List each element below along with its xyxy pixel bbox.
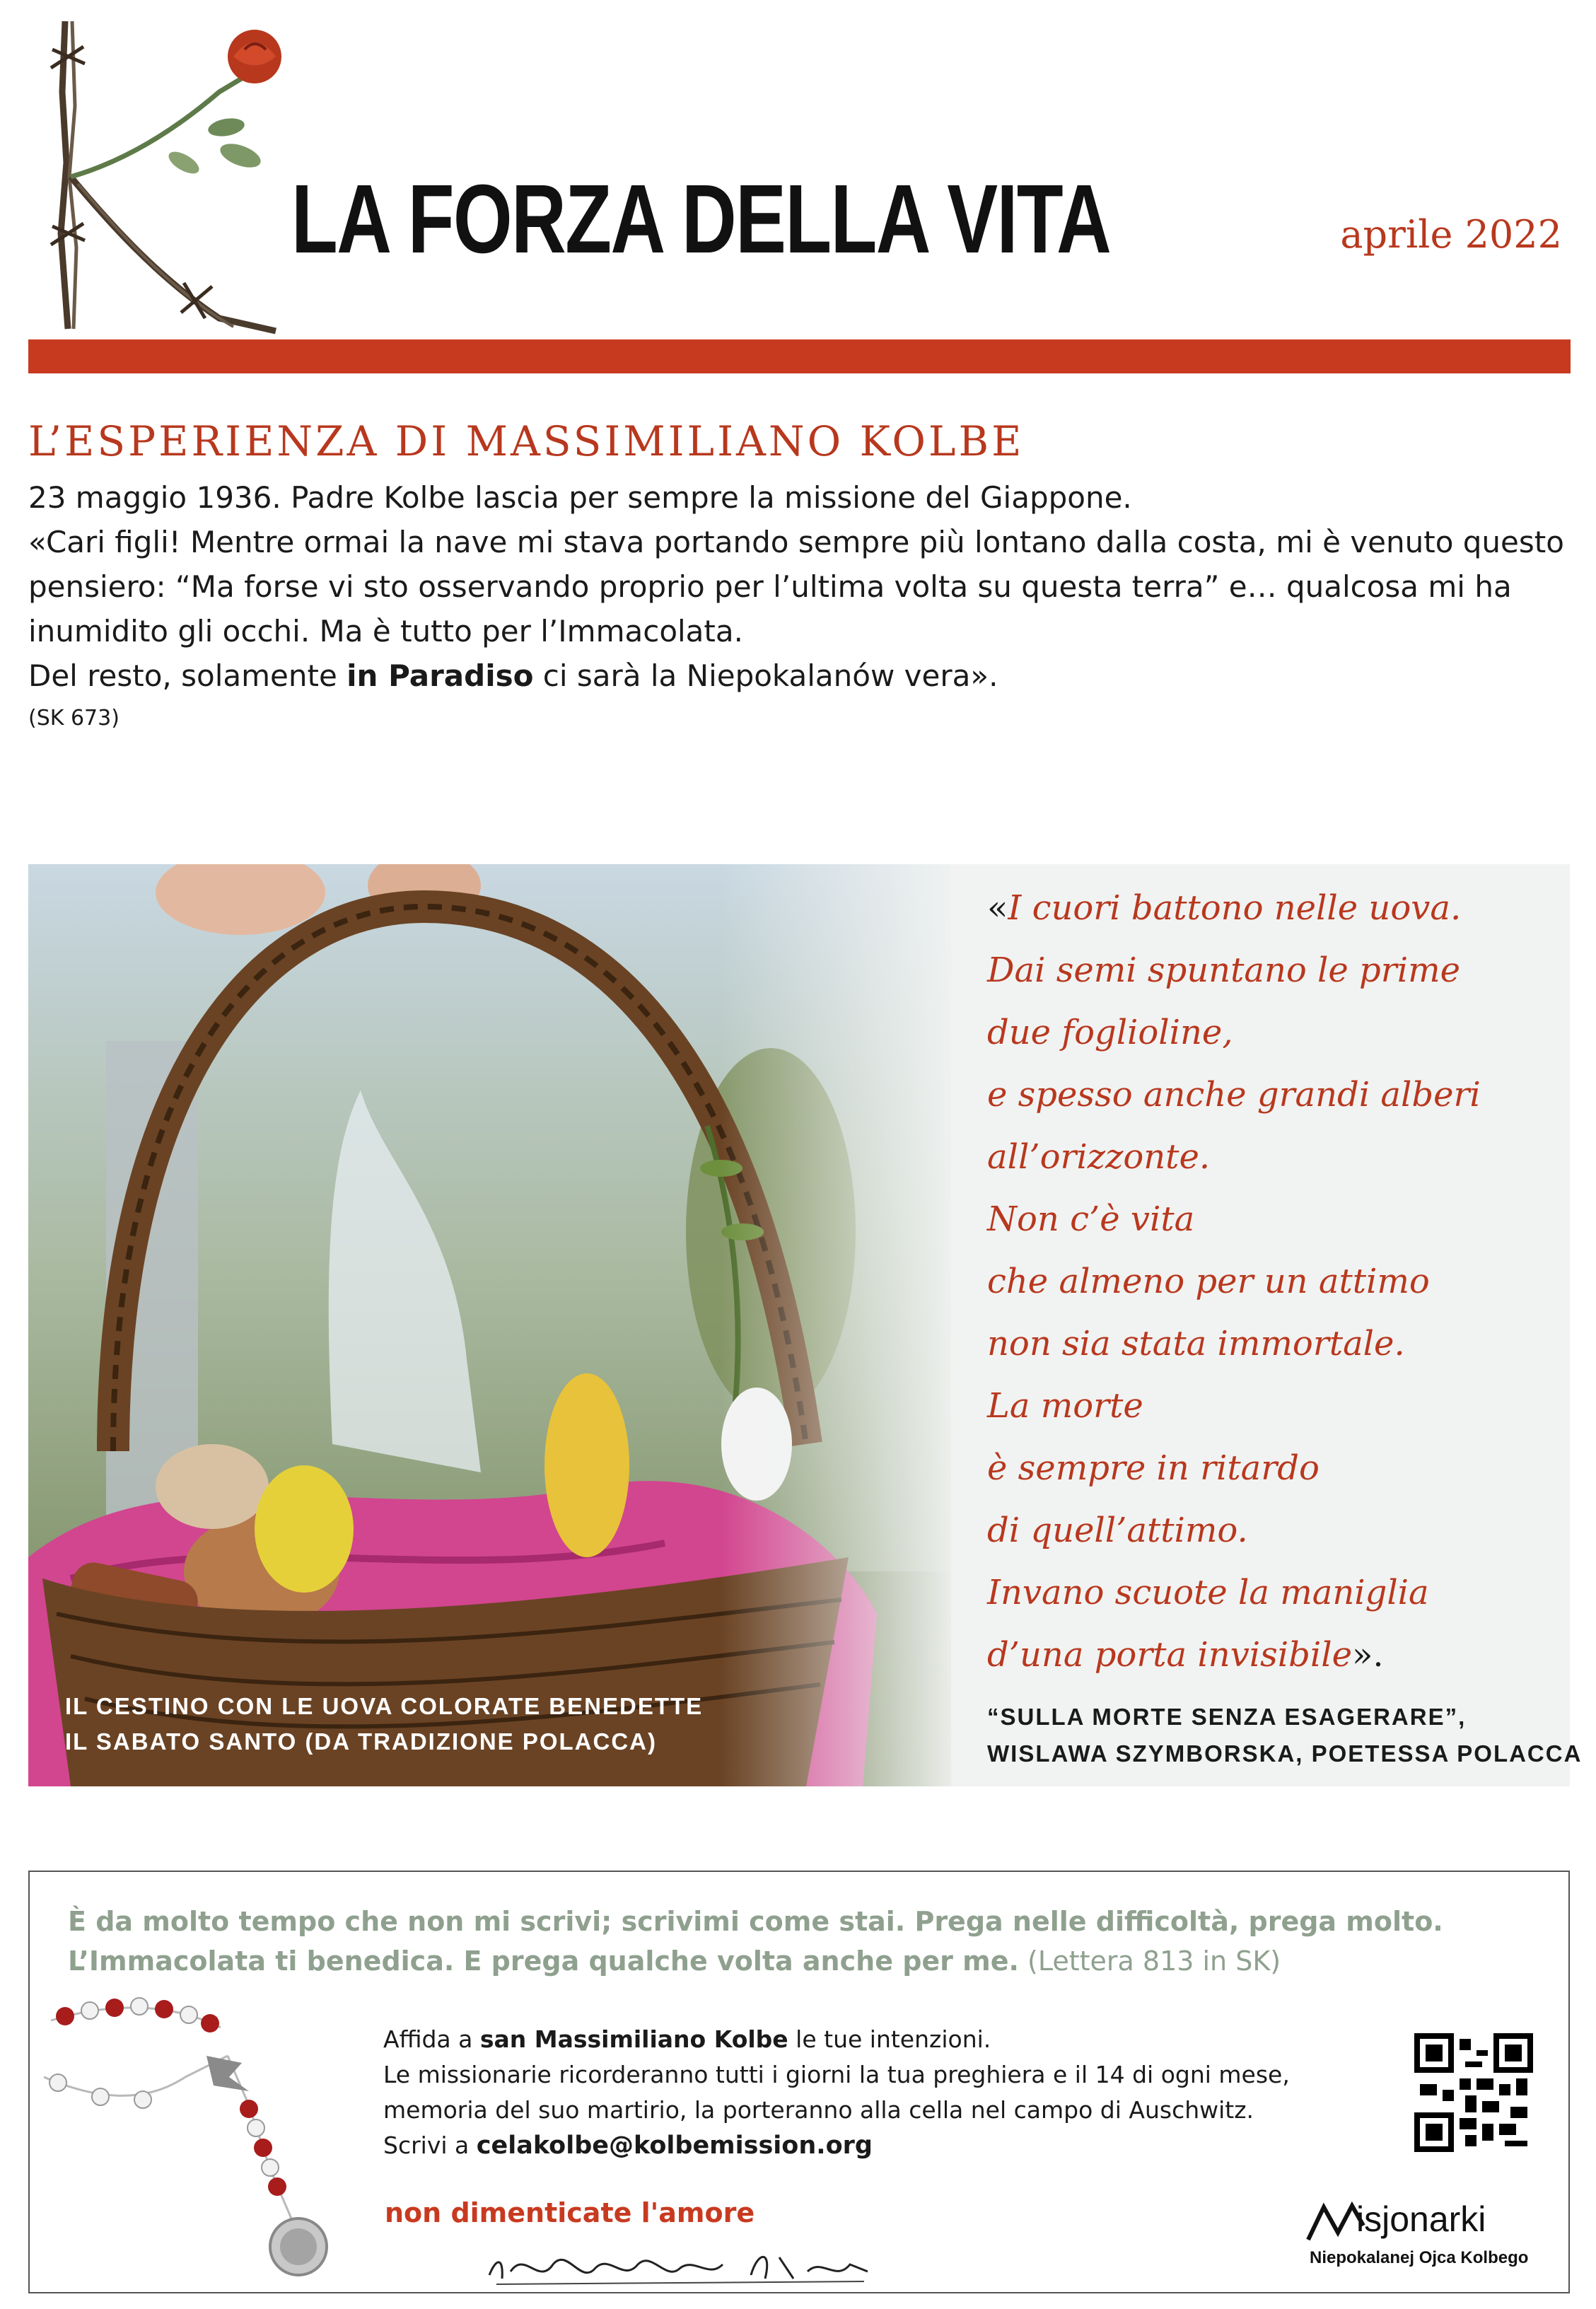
poem-line: La morte <box>987 1386 1143 1426</box>
poem-line: non sia stata immortale. <box>987 1324 1405 1363</box>
poem <box>987 877 1567 1686</box>
poem-source-author: WISLAWA SZYMBORSKA, POETESSA POLACCA <box>987 1740 1583 1767</box>
intentions-text <box>383 2022 1290 2163</box>
quote-text: L’Immacolata ti benedica. E prega qualche volta anche per me. <box>68 1946 1019 1977</box>
poem-line: due foglioline, <box>987 1013 1233 1052</box>
body-text: Del resto, solamente <box>28 658 347 693</box>
section-title: L’ESPERIENZA DI MASSIMILIANO KOLBE <box>28 417 1025 465</box>
email-link[interactable]: celakolbe@kolbemission.org <box>476 2131 873 2160</box>
quote-line: È da molto tempo che non mi scrivi; scrivimi come stai. Prega nelle difficoltà, prega molto. <box>68 1906 1443 1937</box>
rosary-image <box>37 1992 334 2289</box>
saint-name: san Massimiliano Kolbe <box>479 2025 788 2053</box>
caption-line: IL CESTINO CON LE UOVA COLORATE BENEDETTE <box>65 1693 704 1719</box>
intentions-line <box>383 2022 1290 2057</box>
poem-line: Non c’è vita <box>987 1199 1195 1239</box>
quote-line <box>68 1941 1553 1981</box>
open-quote: « <box>987 888 1008 928</box>
intentions-line: Le missionarie ricorderanno tutti i giorni la tua preghiera e il 14 di ogni mese, <box>383 2061 1290 2088</box>
motto: non dimenticate l'amore <box>385 2197 755 2228</box>
quote-reference: (Lettera 813 in SK) <box>1018 1946 1281 1977</box>
intentions-text-part: Affida a <box>383 2025 480 2053</box>
poem-line-text: I cuori battono nelle uova. <box>1008 888 1462 928</box>
poem-source-title: “SULLA MORTE SENZA ESAGERARE”, <box>987 1704 1467 1730</box>
body-bold-text: in Paradiso <box>346 658 534 693</box>
caption-line: IL SABATO SANTO (DA TRADIZIONE POLACCA) <box>65 1728 657 1755</box>
poem-line: Dai semi spuntano le prime <box>987 950 1460 990</box>
qr-code-icon[interactable] <box>1414 2033 1533 2152</box>
poem-line: che almeno per un attimo <box>987 1262 1430 1301</box>
close-quote: ». <box>1351 1635 1384 1675</box>
body-paragraph: 23 maggio 1936. Padre Kolbe lascia per sempre la missione del Giappone. <box>28 480 1132 515</box>
kolbe-letter-quote <box>68 1902 1553 1981</box>
mission-box <box>28 1871 1570 2293</box>
body-paragraph: «Cari figli! Mentre ormai la nave mi stava portando sempre più lontano dalla costa, mi è venuto questo pensiero: “Ma forse vi sto osservando proprio per l’ultima volta su questa terra” e… qualcosa mi ha inumidito gli occhi. Ma è tutto per l’Immacolata. <box>28 525 1564 649</box>
body-text: ci sarà la Niepokalanów vera». <box>533 658 998 693</box>
intentions-text-part: le tue intenzioni. <box>788 2025 991 2053</box>
issue-date: aprile 2022 <box>1340 212 1562 257</box>
page-title: LA FORZA DELLA VITA <box>291 165 1111 274</box>
poem-line <box>987 1624 1567 1686</box>
header-divider <box>28 339 1571 373</box>
brand-name: isjonarki <box>1356 2199 1486 2239</box>
brand-subtitle: Niepokalanej Ojca Kolbego <box>1310 2248 1529 2267</box>
section-body <box>28 475 1570 739</box>
poem-line <box>987 877 1567 939</box>
easter-basket-photo <box>28 864 951 1786</box>
misjonarki-logo <box>1303 2197 1543 2282</box>
poem-line: all’orizzonte. <box>987 1137 1211 1177</box>
poem-line: è sempre in ritardo <box>987 1448 1320 1488</box>
poem-line: Invano scuote la maniglia <box>987 1573 1429 1612</box>
write-to-label: Scrivi a <box>383 2131 477 2159</box>
poem-line-text: d’una porta invisibile <box>987 1635 1352 1675</box>
poem-line: di quell’attimo. <box>987 1511 1248 1550</box>
intentions-line <box>383 2128 1290 2163</box>
intentions-line: memoria del suo martirio, la porteranno alla cella nel campo di Auschwitz. <box>383 2096 1254 2124</box>
source-reference: (SK 673) <box>28 706 120 731</box>
photo-caption <box>65 1689 703 1760</box>
signature-image <box>482 2243 878 2296</box>
rose-barbed-wire-k-logo <box>42 7 297 339</box>
poem-source <box>987 1699 1582 1772</box>
body-paragraph <box>28 653 1570 698</box>
poem-line: e spesso anche grandi alberi <box>987 1075 1481 1115</box>
